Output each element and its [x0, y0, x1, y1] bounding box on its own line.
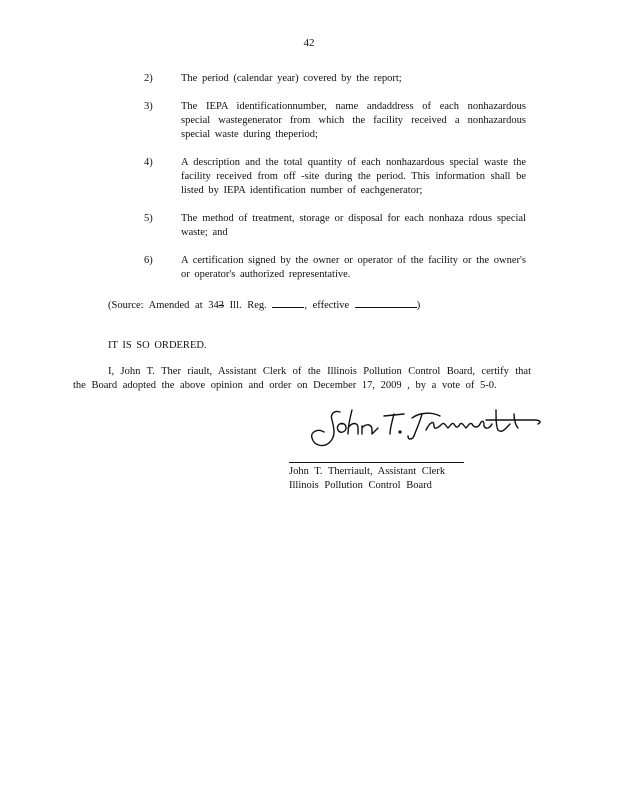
- list-item-text: The period (calendar year) covered by the report;: [181, 73, 402, 84]
- certification-paragraph: I, John T. Ther riault, Assistant Clerk of the Illinois Pollution Control Board, certify that the Board adopted the above opinion and order on December 17, 2009 , by a vote of 5-0.: [73, 366, 531, 391]
- list-item-text: The IEPA identificationnumber, name andaddress of each nonhazardous special wastegenerator from which the facility received a nonhazardous special waste during theperiod;: [181, 101, 526, 140]
- source-struck-digit: 3: [218, 300, 225, 311]
- signatory-name: John T. Therriault, Assistant Clerk: [289, 466, 446, 477]
- list-item-number: 4): [144, 157, 153, 168]
- list-item-text: A description and the total quantity of each nonhazardous special waste the facility received from off -site during the period. This information shall be listed by IEPA identification number of eachgenerator;: [181, 157, 526, 196]
- source-effective: , effective: [304, 300, 350, 311]
- list-item-number: 2): [144, 73, 153, 84]
- source-mid: Ill. Reg.: [224, 300, 267, 311]
- ordered-statement: IT IS SO ORDERED.: [108, 340, 207, 351]
- source-citation: [108, 296, 528, 313]
- list-item-text: The method of treatment, storage or disposal for each nonhaza rdous special waste; and: [181, 213, 526, 238]
- register-blank: [272, 296, 304, 308]
- list-item-number: 6): [144, 255, 153, 266]
- page-number: 42: [303, 37, 315, 49]
- list-item-number: 3): [144, 101, 153, 112]
- source-close: ): [416, 300, 421, 311]
- effective-date-blank: [355, 296, 417, 308]
- list-item-text: A certification signed by the owner or operator of the facility or the owner's or operator's authorized representative.: [181, 255, 526, 280]
- source-prefix: (Source: Amended at 34: [108, 300, 219, 311]
- signature-line: [289, 462, 464, 463]
- list-item-number: 5): [144, 213, 153, 224]
- signatory-organization: Illinois Pollution Control Board: [289, 480, 432, 491]
- handwritten-signature: [300, 398, 550, 458]
